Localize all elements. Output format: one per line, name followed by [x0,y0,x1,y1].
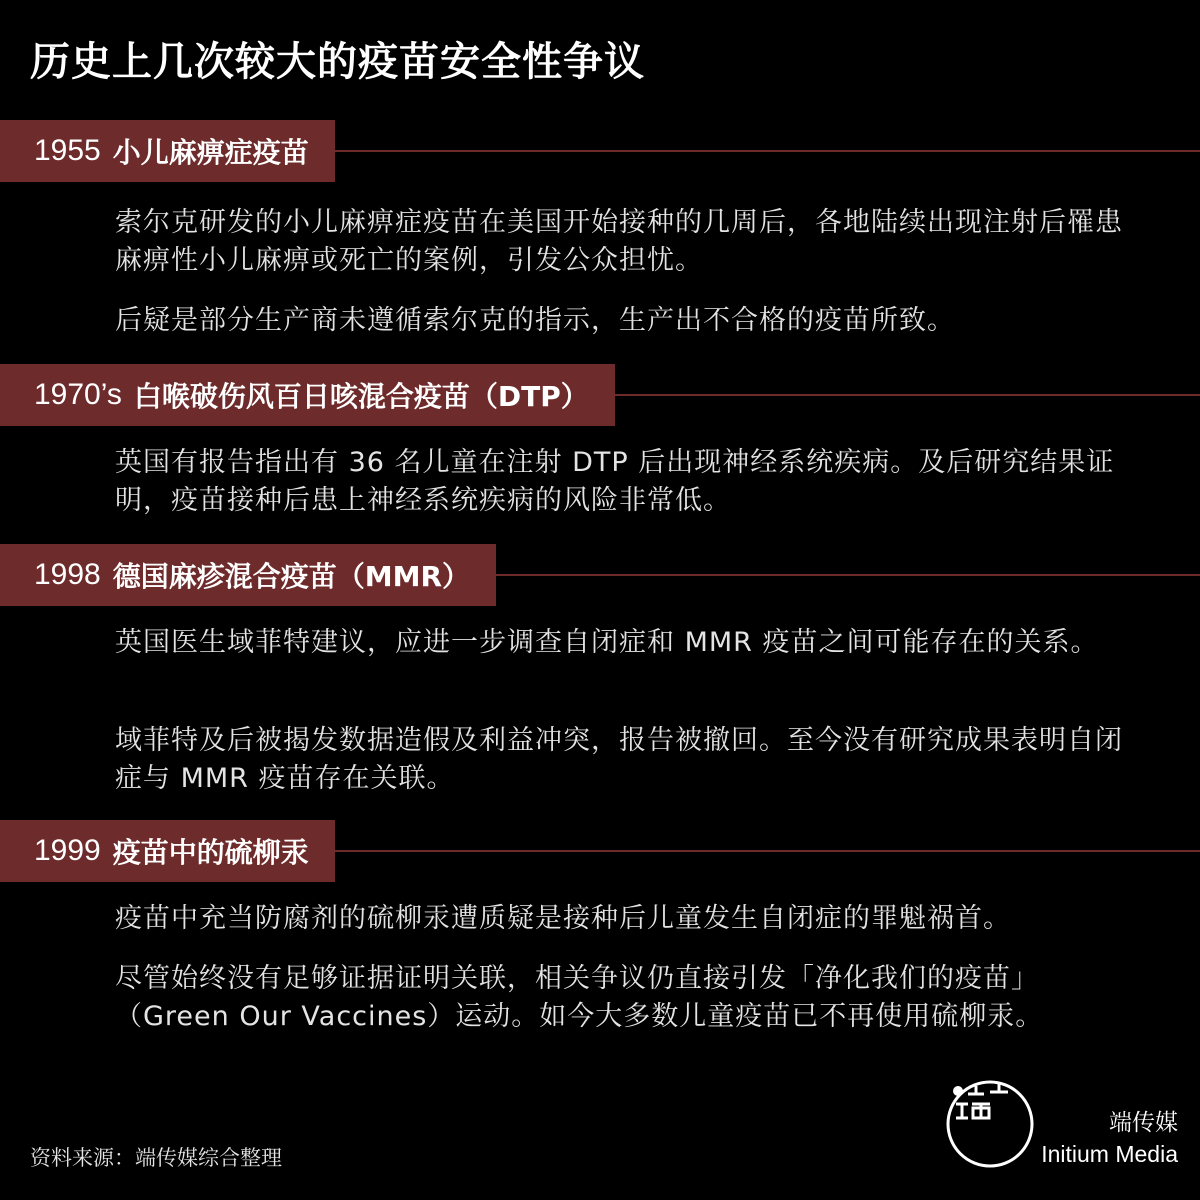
brand-name-cn: 端传媒 [1109,1110,1178,1136]
section-name: 德国麻疹混合疫苗（MMR） [112,560,471,593]
section-name: 小儿麻痹症疫苗 [112,136,309,169]
section-tag [0,544,496,606]
section-paragraph: 疫苗中充当防腐剂的硫柳汞遭质疑是接种后儿童发生自闭症的罪魁祸首。 [115,903,1011,934]
section-year: 1970’s [34,378,122,411]
section-paragraph: 索尔克研发的小儿麻痹症疫苗在美国开始接种的几周后，各地陆续出现注射后罹患麻痹性小儿麻痹或死亡的案例，引发公众担忧。 [115,207,1123,276]
section-name: 白喉破伤风百日咳混合疫苗（DTP） [133,380,589,413]
section-year: 1955 [34,134,101,167]
section-paragraph: 尽管始终没有足够证据证明关联，相关争议仍直接引发「净化我们的疫苗」（Green Our Vaccines）运动。如今大多数儿童疫苗已不再使用硫柳汞。 [115,963,1044,1032]
brand-block [1041,1108,1178,1170]
section-header-1955 [0,120,1200,182]
section-header-1998 [0,544,1200,606]
section-tag [0,820,335,882]
section-name: 疫苗中的硫柳汞 [112,836,309,869]
initium-logo-icon [946,1080,1034,1168]
section-header-1999 [0,820,1200,882]
section-paragraph: 域菲特及后被揭发数据造假及利益冲突，报告被撤回。至今没有研究成果表明自闭症与 MMR 疫苗存在关联。 [115,725,1123,794]
page-title: 历史上几次较大的疫苗安全性争议 [30,39,645,85]
section-year: 1998 [34,558,101,591]
section-tag [0,120,335,182]
source-note: 资料来源：端传媒综合整理 [30,1146,282,1170]
section-paragraph: 英国有报告指出有 36 名儿童在注射 DTP 后出现神经系统疾病。及后研究结果证明，疫苗接种后患上神经系统疾病的风险非常低。 [115,447,1115,516]
section-paragraph: 英国医生域菲特建议，应进一步调查自闭症和 MMR 疫苗之间可能存在的关系。 [115,627,1099,658]
section-tag [0,364,615,426]
section-paragraph: 后疑是部分生产商未遵循索尔克的指示，生产出不合格的疫苗所致。 [115,305,955,336]
section-year: 1999 [34,834,101,867]
section-header-1970s [0,364,1200,426]
brand-name-en: Initium Media [1041,1141,1178,1167]
